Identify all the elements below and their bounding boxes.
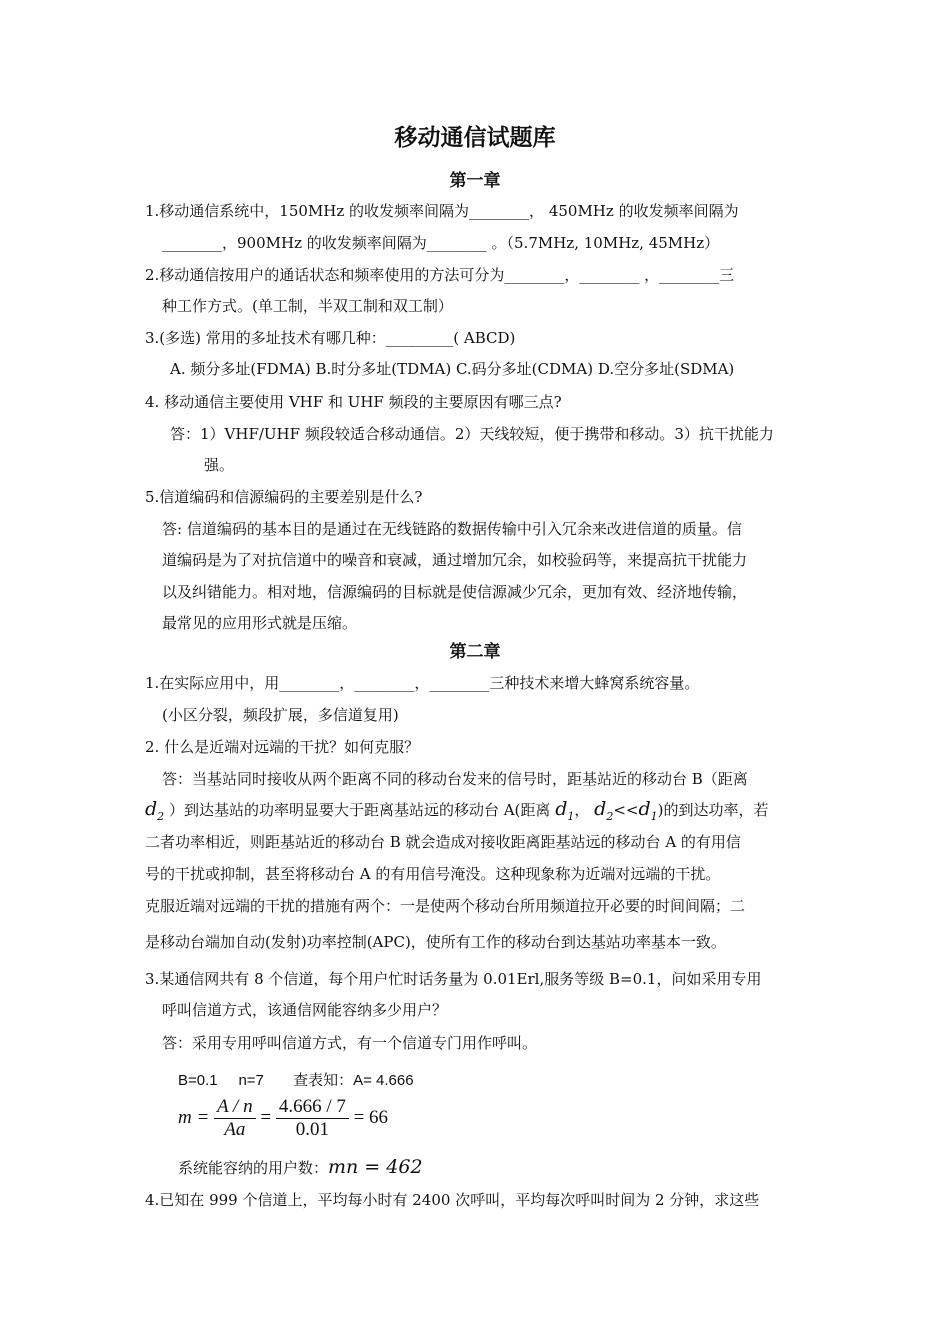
ch1-q2-line2: 种工作方式。(单工制，半双工制和双工制） <box>162 297 453 315</box>
fraction-a-over-aa: $\frac{A / n}{Aa}$ <box>214 1096 256 1141</box>
ch1-q5-answer2: 道编码是为了对抗信道中的噪音和衰减，通过增加冗余，如校验码等，来提高抗干扰能力 <box>162 551 748 569</box>
ch2-q3-result: 系统能容纳的用户数：mn = 462 <box>178 1156 423 1178</box>
symbol-d2: $d_2$ <box>145 798 165 823</box>
page-title: 移动通信试题库 <box>394 125 556 151</box>
chapter-2-heading: 第二章 <box>449 642 501 662</box>
ch1-q3-options: A. 频分多址(FDMA) B.时分多址(TDMA) C.码分多址(CDMA) D.空分多址(SDMA) <box>170 360 735 378</box>
ch2-q2-answer2: $d_2$ ）到达基站的功率明显要大于距离基站远的移动台 A(距离 $d_1$， $d_2<<d_1$)的到达功率，若 <box>145 798 769 823</box>
ch2-q2-answer5: 克服近端对远端的干扰的措施有两个：一是使两个移动台所用频道拉开必要的时间间隔；二 <box>145 897 746 915</box>
ch2-q4-line1: 4.已知在 999 个信道上，平均每小时有 2400 次呼叫，平均每次呼叫时间为 2 分钟，求这些 <box>145 1191 760 1209</box>
ch1-q4-answer2: 强。 <box>204 456 235 474</box>
ch1-q5-answer1: 答: 信道编码的基本目的是通过在无线链路的数据传输中引入冗余来改进信道的质量。信 <box>162 520 742 538</box>
ch2-q1-line1: 1.在实际应用中，用________，________，________三种技术来增大蜂窝系统容量。 <box>145 674 700 692</box>
ch2-q2-answer3: 二者功率相近，则距基站近的移动台 B 就会造成对接收距离距基站远的移动台 A 的有用信 <box>145 833 741 851</box>
ch2-q2-answer4: 号的干扰或抑制，甚至将移动台 A 的有用信号淹没。这种现象称为近端对远端的干扰。 <box>145 865 721 883</box>
ch2-q1-line2: (小区分裂，频段扩展，多信道复用) <box>162 706 399 724</box>
ch2-q3-parameters: B=0.1 n=7 查表知：A= 4.666 <box>178 1072 414 1089</box>
ch1-q1-line2: ________，900MHz 的收发频率间隔为________ 。（5.7MHz, 10MHz, 45MHz） <box>162 234 720 252</box>
fraction-numeric: $\frac{4.666 / 7}{0.01}$ <box>276 1096 349 1141</box>
ch1-q2-line1: 2.移动通信按用户的通话状态和频率使用的方法可分为________，________ ，________三 <box>145 266 735 284</box>
symbol-d2-inline: $d_2$ <box>594 798 614 823</box>
symbol-d1-inline: $d_1$ <box>638 798 658 823</box>
ch1-q5-answer3: 以及纠错能力。相对地，信源编码的目标就是使信源减少冗余，更加有效、经济地传输， <box>162 583 748 601</box>
ch2-q2-line1: 2. 什么是近端对远端的干扰？如何克服？ <box>145 738 420 756</box>
ch1-q4-answer1: 答：1）VHF/UHF 频段较适合移动通信。2）天线较短，便于携带和移动。3）抗干扰能力 <box>170 425 774 443</box>
ch2-q2-answer1: 答：当基站同时接收从两个距离不同的移动台发来的信号时，距基站近的移动台 B（距离 <box>162 770 748 788</box>
ch1-q5-answer4: 最常见的应用形式就是压缩。 <box>162 614 358 632</box>
ch2-q3-line2: 呼叫信道方式，该通信网能容纳多少用户？ <box>162 1001 448 1019</box>
ch1-q5-line1: 5.信道编码和信源编码的主要差别是什么? <box>145 488 423 506</box>
ch2-q3-line1: 3.某通信网共有 8 个信道，每个用户忙时话务量为 0.01Erl,服务等级 B=0.1，问如采用专用 <box>145 970 762 988</box>
ch1-q4-line1: 4. 移动通信主要使用 VHF 和 UHF 频段的主要原因有哪三点? <box>145 393 562 411</box>
ch2-q2-answer6: 是移动台端加自动(发射)功率控制(APC)，使所有工作的移动台到达基站功率基本一致。 <box>145 933 726 951</box>
symbol-d1: $d_1$ <box>555 798 575 823</box>
capacity-formula: m = $\frac{A / n}{Aa}$ = $\frac{4.666 / 7}{0.01}$ = 66 <box>178 1096 389 1140</box>
ch1-q3-line1: 3.(多选) 常用的多址技术有哪几种：_________( ABCD) <box>145 329 516 347</box>
ch2-q3-answer1: 答：采用专用呼叫信道方式，有一个信道专门用作呼叫。 <box>162 1034 538 1052</box>
chapter-1-heading: 第一章 <box>449 171 501 191</box>
ch1-q1-line1: 1.移动通信系统中，150MHz 的收发频率间隔为________， 450MHz 的收发频率间隔为 <box>145 202 739 220</box>
